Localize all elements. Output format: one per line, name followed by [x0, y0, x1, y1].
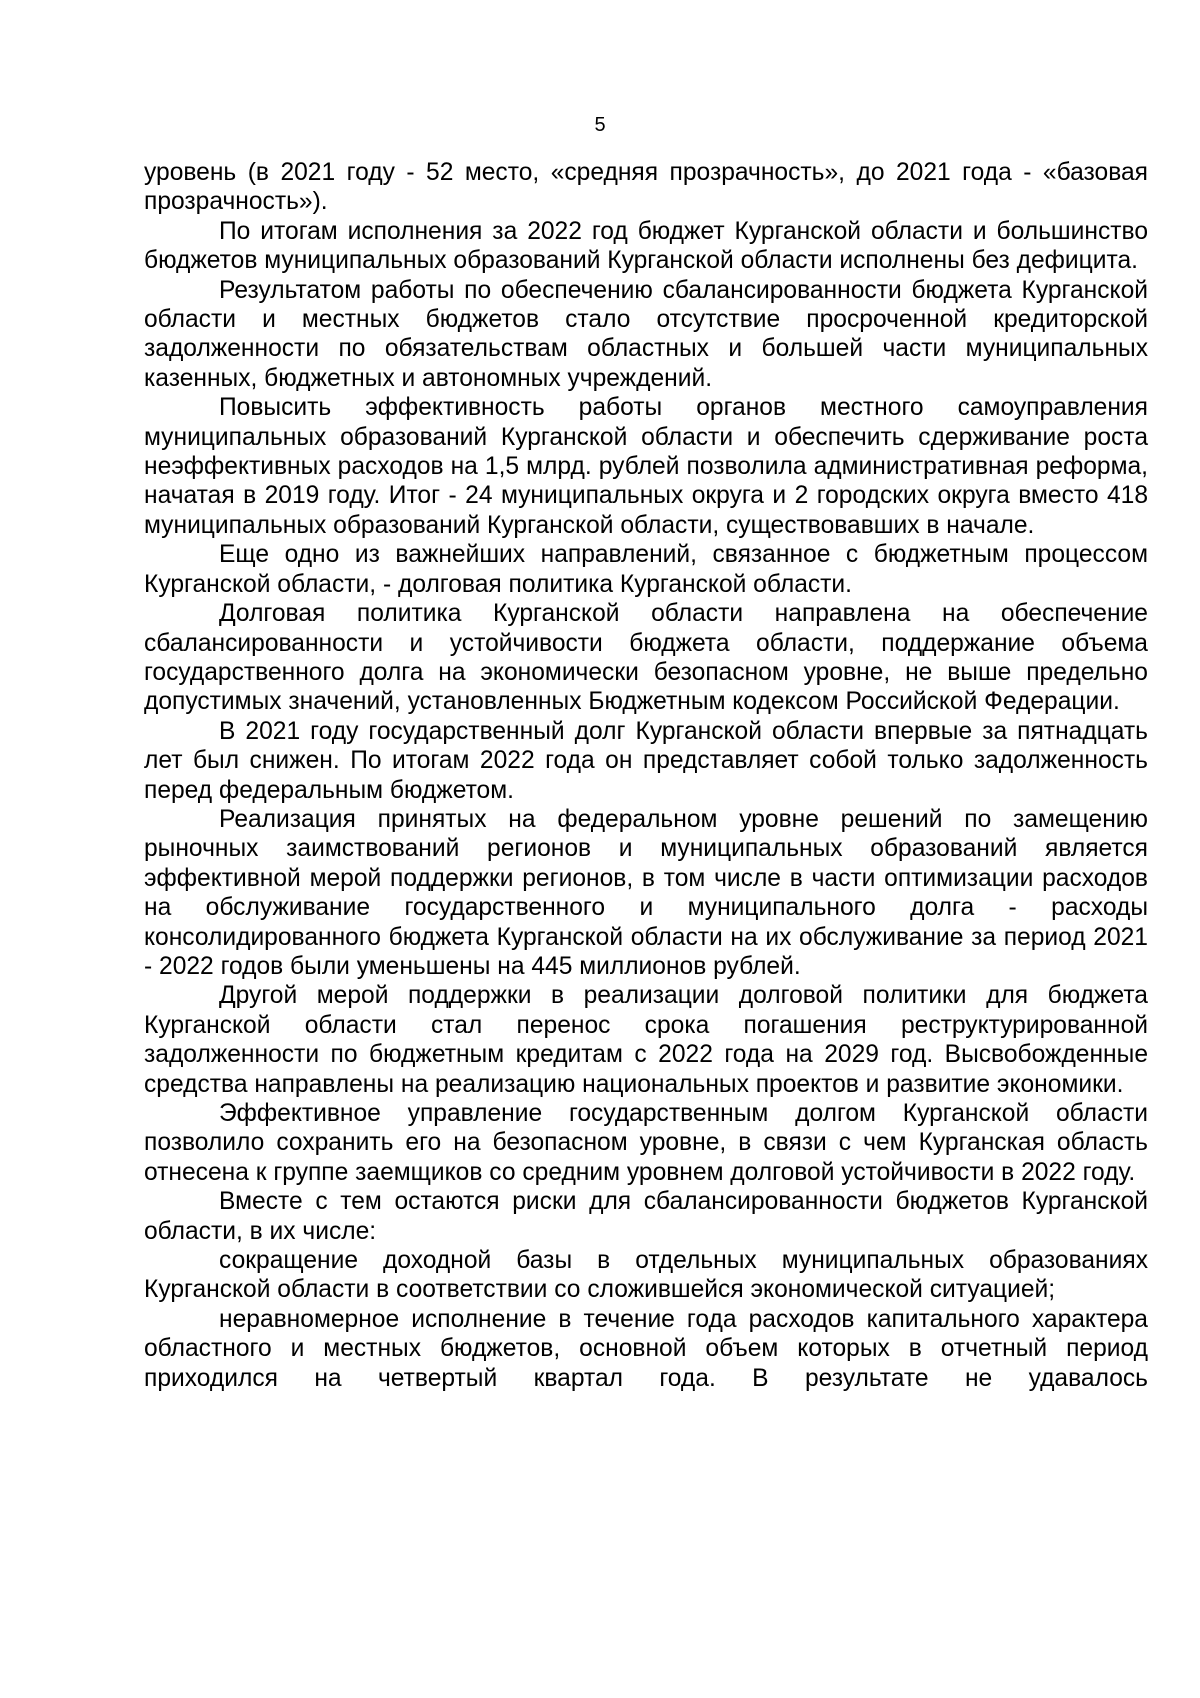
page-number: 5 — [594, 114, 606, 136]
paragraph: Эффективное управление государственным долгом Курганской области позволило сохранить его на безопасном уровне, в связи с чем Курганская область отнесена к группе заемщиков со средним уровнем долговой устойчивости в 2022 году. — [144, 1100, 1148, 1186]
list-item-paragraph: неравномерное исполнение в течение года расходов капитального характера областного и местных бюджетов, основной объем которых в отчетный период приходился на четвертый квартал года. В результате не удавалось — [144, 1305, 1148, 1392]
list-item-paragraph: сокращение доходной базы в отдельных муниципальных образованиях Курганской области в соответствии со сложившейся экономической ситуацией; — [144, 1247, 1148, 1304]
paragraph: Реализация принятых на федеральном уровне решений по замещению рыночных заимствований регионов и муниципальных образований является эффективной мерой поддержки регионов, в том числе в части оптимизации расходов на обслуживание государственного и муниципального долга - расходы консолидированного бюджета Курганской области на их обслуживание за период 2021 - 2022 годов были уменьшены на 445 миллионов рублей. — [144, 805, 1148, 980]
paragraph: По итогам исполнения за 2022 год бюджет Курганской области и большинство бюджетов муниципальных образований Курганской области исполнены без дефицита. — [144, 217, 1148, 275]
paragraph: Повысить эффективность работы органов местного самоуправления муниципальных образований Курганской области и обеспечить сдерживание роста неэффективных расходов на 1,5 млрд. рублей позволила административная реформа, начатая в 2019 году. Итог - 24 муниципальных округа и 2 городских округа вместо 418 муниципальных образований Курганской области, существовавших в начале. — [144, 394, 1148, 539]
document-body — [144, 158, 1148, 1393]
paragraph: В 2021 году государственный долг Курганской области впервые за пятнадцать лет был снижен. По итогам 2022 года он представляет собой только задолженность перед федеральным бюджетом. — [144, 717, 1148, 804]
paragraph: Вместе с тем остаются риски для сбалансированности бюджетов Курганской области, в их числе: — [144, 1188, 1148, 1245]
paragraph-continuation: уровень (в 2021 году - 52 место, «средняя прозрачность», до 2021 года - «базовая прозрачность»). — [144, 159, 1148, 216]
paragraph: Еще одно из важнейших направлений, связанное с бюджетным процессом Курганской области, - долговая политика Курганской области. — [144, 541, 1148, 598]
paragraph: Долговая политика Курганской области направлена на обеспечение сбалансированности и устойчивости бюджета области, поддержание объема государственного долга на экономически безопасном уровне, не выше предельно допустимых значений, установленных Бюджетным кодексом Российской Федерации. — [144, 600, 1148, 716]
paragraph: Другой мерой поддержки в реализации долговой политики для бюджета Курганской области стал перенос срока погашения реструктурированной задолженности по бюджетным кредитам с 2022 года на 2029 год. Высвобожденные средства направлены на реализацию национальных проектов и развитие экономики. — [144, 982, 1148, 1098]
paragraph: Результатом работы по обеспечению сбалансированности бюджета Курганской области и местных бюджетов стало отсутствие просроченной кредиторской задолженности по обязательствам областных и большей части муниципальных казенных, бюджетных и автономных учреждений. — [144, 276, 1148, 392]
